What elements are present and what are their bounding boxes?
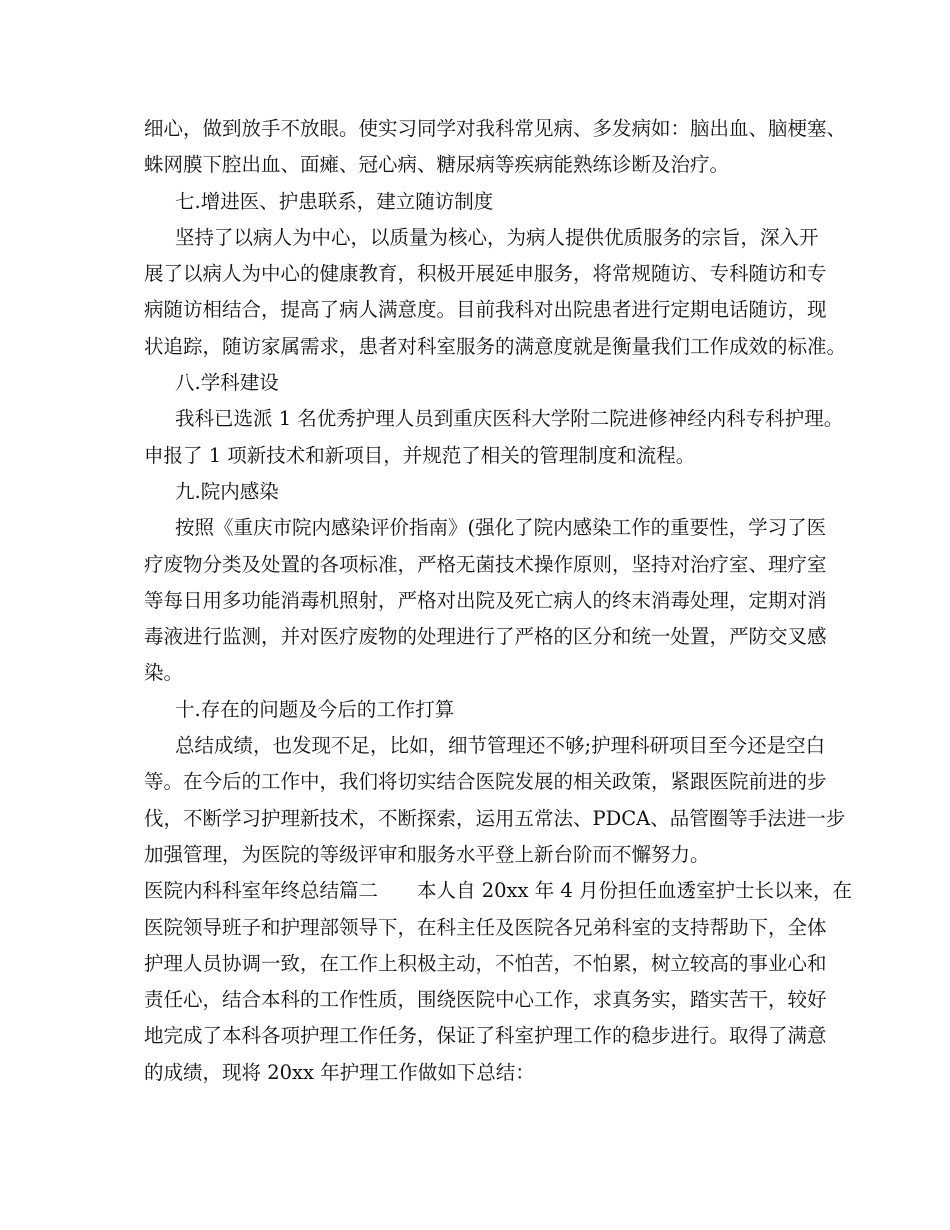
text-line: 加强管理，为医院的等级评审和服务水平登上新台阶而不懈努力。 [144,842,710,866]
text-line: 状追踪，随访家属需求，患者对科室服务的满意度就是衡量我们工作成效的标准。 [144,334,847,358]
text-line: 地完成了本科各项护理工作任务，保证了科室护理工作的稳步进行。取得了满意 [144,1024,827,1048]
text-line: 总结成绩，也发现不足，比如，细节管理还不够;护理科研项目至今还是空白 [175,734,826,758]
text-line: 申报了 1 项新技术和新项目，并规范了相关的管理制度和流程。 [144,443,696,467]
text-line: 八.学科建设 [175,371,279,395]
text-line: 等每日用多功能消毒机照射，严格对出院及死亡病人的终末消毒处理，定期对消 [144,588,827,612]
text-line: 等。在今后的工作中，我们将切实结合医院发展的相关政策，紧跟医院前进的步 [144,770,827,794]
text-line: 展了以病人为中心的健康教育，积极开展延申服务，将常规随访、专科随访和专 [144,262,827,286]
document-body [144,111,853,1091]
text-line: 责任心，结合本科的工作性质，围绕医院中心工作，求真务实，踏实苦干，较好 [144,988,827,1012]
text-line: 蛛网膜下腔出血、面瘫、冠心病、糖尿病等疾病能熟练诊断及治疗。 [144,153,730,177]
text-line: 护理人员协调一致，在工作上积极主动，不怕苦，不怕累，树立较高的事业心和 [144,951,827,975]
text-line: 我科已选派 1 名优秀护理人员到重庆医科大学附二院进修神经内科专科护理。 [175,407,844,431]
text-line: 伐，不断学习护理新技术，不断探索，运用五常法、PDCA、品管圈等手法进一步 [144,806,846,830]
text-line: 医院内科科室年终总结篇二 本人自 20xx 年 4 月份担任血透室护士长以来，在 [144,879,853,903]
text-line: 十.存在的问题及今后的工作打算 [175,697,455,721]
text-line: 的成绩，现将 20xx 年护理工作做如下总结： [144,1060,535,1084]
text-line: 坚持了以病人为中心，以质量为核心，为病人提供优质服务的宗旨，深入开 [175,225,819,249]
text-line: 九.院内感染 [175,479,279,503]
text-line: 按照《重庆市院内感染评价指南》(强化了院内感染工作的重要性，学习了医 [175,516,827,540]
text-line: 病随访相结合，提高了病人满意度。目前我科对出院患者进行定期电话随访，现 [144,298,827,322]
text-line: 细心，做到放手不放眼。使实习同学对我科常见病、多发病如：脑出血、脑梗塞、 [144,117,847,140]
text-line: 医院领导班子和护理部领导下，在科主任及医院各兄弟科室的支持帮助下，全体 [144,915,827,939]
text-line: 染。 [144,661,184,685]
text-line: 疗废物分类及处置的各项标准，严格无菌技术操作原则，坚持对治疗室、理疗室 [144,552,827,576]
text-line: 七.增进医、护患联系，建立随访制度 [175,189,494,213]
text-line: 毒液进行监测，并对医疗废物的处理进行了严格的区分和统一处置，严防交叉感 [144,625,827,649]
